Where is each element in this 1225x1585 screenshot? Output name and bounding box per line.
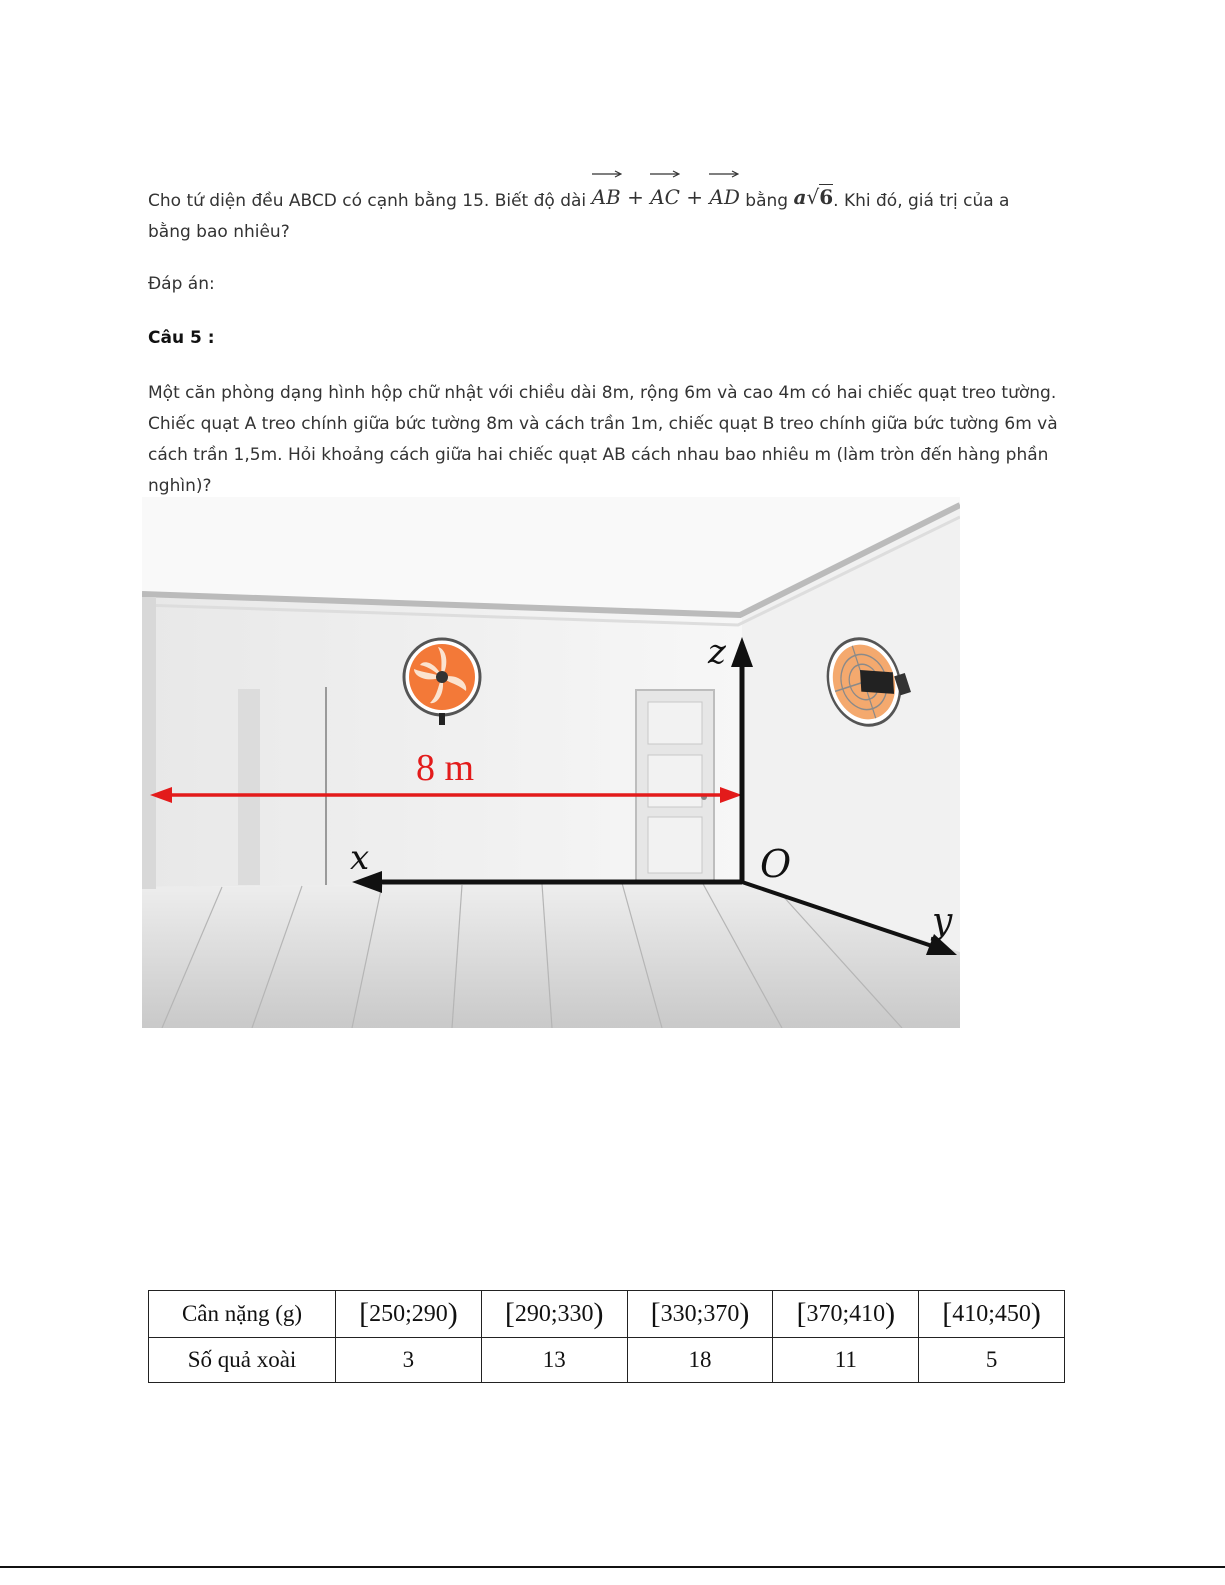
row-header-count: Số quả xoài	[149, 1338, 336, 1383]
dimension-label: 8 m	[415, 747, 475, 789]
count-cell: 3	[336, 1338, 482, 1383]
count-cell: 18	[627, 1338, 773, 1383]
question-5-text: Một căn phòng dạng hình hộp chữ nhật với chiều dài 8m, rộng 6m và cao 4m có hai chiếc quạt treo tường. Chiếc quạt A treo chính giữa bức tường 8m và cách trần 1m, chiếc quạt B treo chính giữa bức tường 6m và cách trần 1,5m. Hỏi khoảng cách giữa hai chiếc quạt AB cách nhau bao nhiêu m (làm tròn đến hàng phần nghìn)?	[148, 383, 1058, 496]
room-illustration	[142, 497, 960, 1028]
table-row	[149, 1338, 1065, 1383]
interval-cell: [290;330)	[481, 1291, 627, 1338]
a-sqrt6-formula: a√6	[793, 185, 834, 209]
vector-ac: AC	[650, 182, 680, 213]
row-header-weight: Cân nặng (g)	[149, 1291, 336, 1338]
origin-label: O	[760, 842, 792, 886]
table-row	[149, 1291, 1065, 1338]
mango-weight-table	[148, 1290, 1065, 1383]
door	[636, 690, 714, 882]
count-cell: 13	[481, 1338, 627, 1383]
question-5-heading: Câu 5 :	[148, 328, 215, 348]
vector-sum-formula: AB + AC + AD	[592, 185, 740, 209]
question-4-text-before: Cho tứ diện đều ABCD có cạnh bằng 15. Biết độ dài	[148, 191, 592, 211]
interval-cell: [410;450)	[919, 1291, 1065, 1338]
question-4-text	[148, 184, 1048, 248]
interval-cell: [250;290)	[336, 1291, 482, 1338]
interval-cell: [330;370)	[627, 1291, 773, 1338]
vector-ad: AD	[709, 182, 739, 213]
count-cell: 11	[773, 1338, 919, 1383]
count-cell: 5	[919, 1338, 1065, 1383]
interval-cell: [370;410)	[773, 1291, 919, 1338]
question-4-text-after: . Khi đó, giá trị của a bằng bao nhiêu?	[148, 191, 1010, 242]
question-4-text-mid: bằng	[739, 191, 794, 211]
axis-y-label: y	[932, 901, 953, 942]
axis-x-label: x	[350, 838, 370, 878]
axis-z-label: z	[708, 632, 726, 672]
wall-column	[238, 689, 260, 885]
answer-label: Đáp án:	[148, 274, 215, 294]
page-bottom-rule	[0, 1566, 1225, 1568]
vector-ab: AB	[592, 182, 621, 213]
